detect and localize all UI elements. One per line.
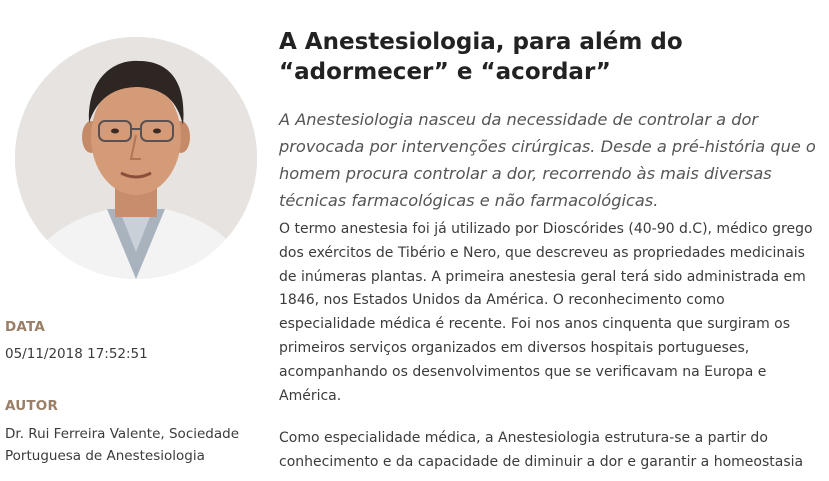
- date-value: 05/11/2018 17:52:51: [5, 346, 148, 362]
- article-lead: A Anestesiologia nasceu da necessidade de controlar a dor provocada por intervenções cirúrgicas. Desde a pré-história que o homem procura controlar a dor, recorrendo às mais diversas técnicas farmacológicas e não farmacológicas.: [279, 110, 816, 210]
- author-label: AUTOR: [5, 398, 59, 414]
- author-photo: [15, 37, 257, 279]
- article-paragraph: O termo anestesia foi já utilizado por Dioscórides (40-90 d.C), médico grego dos exércitos de Tibério e Nero, que descreveu as propriedades medicinais de inúmeras plantas. A primeira anestesia geral terá sido administrada em 1846, nos Estados Unidos da América. O reconhecimento como especialidade médica é recente. Foi nos anos cinquenta que surgiram os primeiros serviços organizados em diversos hospitais portugueses, acompanhando os desenvolvimentos que se verificavam na Europa e América.: [279, 221, 813, 404]
- article-paragraph: Como especialidade médica, a Anestesiologia estrutura-se a partir do conhecimento e da capacidade de diminuir a dor e garantir a homeostasia: [279, 430, 804, 470]
- author-portrait: [15, 37, 257, 279]
- article-title: A Anestesiologia, para além do “adormecer” e “acordar”: [279, 29, 683, 85]
- date-label: DATA: [5, 319, 46, 335]
- author-value: Dr. Rui Ferreira Valente, Sociedade Portuguesa de Anestesiologia: [5, 426, 240, 464]
